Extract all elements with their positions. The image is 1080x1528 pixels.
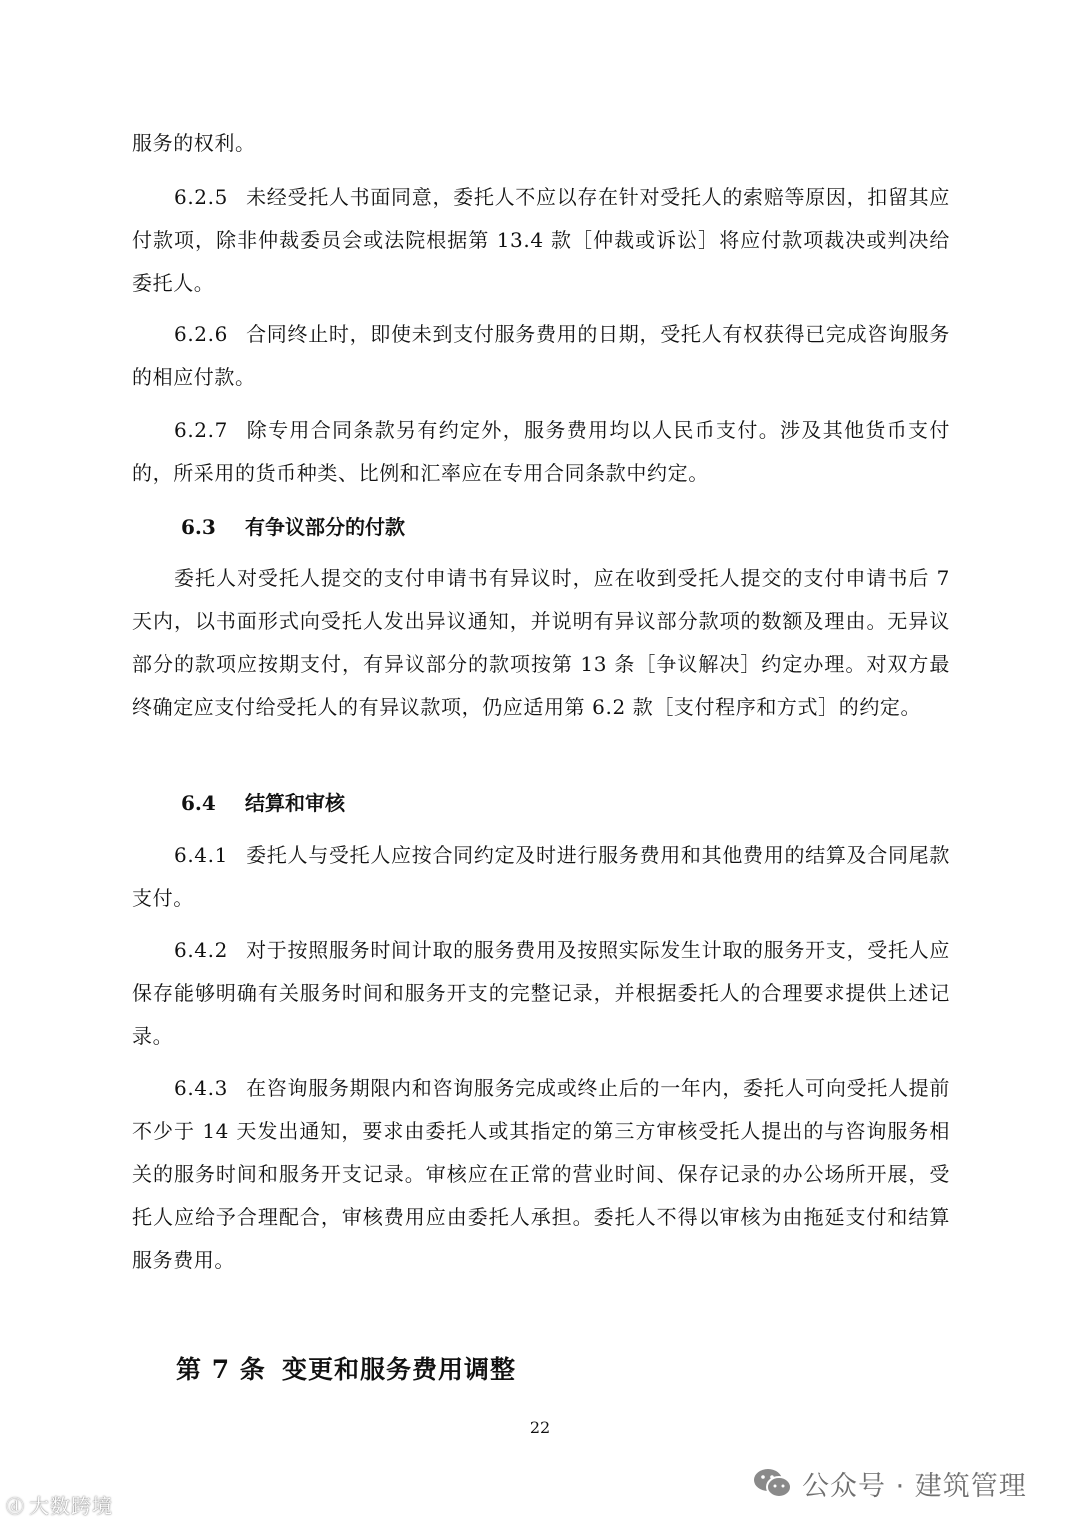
page-number: 22	[529, 1418, 551, 1437]
clause-number: 6.2.5	[174, 185, 228, 209]
article-title: 变更和服务费用调整	[282, 1355, 517, 1384]
section-6-3-body	[132, 557, 950, 729]
clause-text: 委托人与受托人应按合同约定及时进行服务费用和其他费用的结算及合同尾款支付。	[132, 843, 950, 910]
watermark-left	[6, 1490, 113, 1519]
clause-number: 6.4.2	[174, 938, 228, 962]
clause-6-2-7	[132, 409, 950, 495]
clause-6-2-6	[132, 313, 950, 399]
clause-text: 对于按照服务时间计取的服务费用及按照实际发生计取的服务开支，受托人应保存能够明确有关服务时间和服务开支的完整记录，并根据委托人的合理要求提供上述记录。	[132, 938, 950, 1048]
watermark-right	[752, 1464, 1027, 1503]
section-number: 6.3	[181, 515, 216, 539]
clause-number: 6.4.3	[174, 1076, 228, 1100]
section-title: 有争议部分的付款	[245, 515, 405, 539]
paragraph-continuation	[132, 122, 950, 165]
wechat-icon	[752, 1466, 794, 1502]
article-number: 第 7 条	[176, 1355, 266, 1384]
clause-6-4-2	[132, 929, 950, 1058]
article-heading-7	[176, 1350, 516, 1390]
section-number: 6.4	[181, 791, 216, 815]
section-heading-6-4	[181, 788, 345, 818]
clause-text: 未经受托人书面同意，委托人不应以存在针对受托人的索赔等原因，扣留其应付款项，除非仲裁委员会或法院根据第 13.4 款［仲裁或诉讼］将应付款项裁决或判决给委托人。	[132, 185, 950, 295]
paragraph-text: 服务的权利。	[132, 131, 256, 155]
clause-6-4-1	[132, 834, 950, 920]
clause-6-2-5	[132, 176, 950, 305]
clause-number: 6.4.1	[174, 843, 228, 867]
watermark-left-text: 大数跨境	[29, 1494, 113, 1518]
clause-number: 6.2.6	[174, 322, 228, 346]
section-heading-6-3	[181, 512, 405, 542]
clause-text: 除专用合同条款另有约定外，服务费用均以人民币支付。涉及其他货币支付的，所采用的货币种类、比例和汇率应在专用合同条款中约定。	[132, 418, 950, 485]
clause-6-4-3	[132, 1067, 950, 1282]
clause-text: 在咨询服务期限内和咨询服务完成或终止后的一年内，委托人可向受托人提前不少于 14 天发出通知，要求由委托人或其指定的第三方审核受托人提出的与咨询服务相关的服务时间和服务开支记录。审核应在正常的营业时间、保存记录的办公场所开展，受托人应给予合理配合，审核费用应由委托人承担。委托人不得以审核为由拖延支付和结算服务费用。	[132, 1076, 950, 1272]
watermark-right-text: 公众号 · 建筑管理	[802, 1471, 1027, 1502]
section-title: 结算和审核	[245, 791, 345, 815]
watermark-logo-icon: ⓓ	[6, 1497, 25, 1518]
clause-number: 6.2.7	[174, 418, 228, 442]
paragraph-text: 委托人对受托人提交的支付申请书有异议时，应在收到受托人提交的支付申请书后 7 天内，以书面形式向受托人发出异议通知，并说明有异议部分款项的数额及理由。无异议部分的款项应按期支付，有异议部分的款项按第 13 条［争议解决］约定办理。对双方最终确定应支付给受托人的有异议款项，仍应适用第 6.2 款［支付程序和方式］的约定。	[132, 566, 950, 719]
clause-text: 合同终止时，即使未到支付服务费用的日期，受托人有权获得已完成咨询服务的相应付款。	[132, 322, 950, 389]
